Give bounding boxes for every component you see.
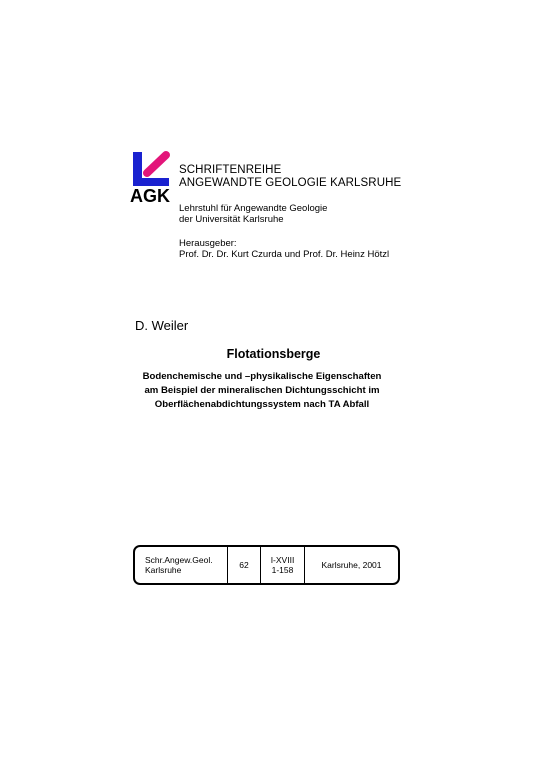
agk-logo-mark [130,150,175,190]
citation-journal-line-2: Karlsruhe [145,565,182,575]
citation-pages-line-2: 1-158 [271,565,294,575]
author-name: D. Weiler [135,318,189,333]
series-line-2: ANGEWANDTE GEOLOGIE KARLSRUHE [179,177,402,189]
citation-place-year [305,547,398,583]
citation-volume-value: 62 [239,560,249,570]
subtitle-line-2: am Beispiel der mineralischen Dichtungsschicht im [144,385,380,396]
citation-journal [135,547,228,583]
logo-bar-horizontal [133,178,169,186]
citation-pages [261,547,305,583]
series-line-1: SCHRIFTENREIHE [179,164,282,176]
editors-label: Herausgeber: [179,238,237,249]
logo-diagonal-stroke [147,155,166,173]
citation-pages-line-1: I-XVIII [270,555,295,565]
editors-info [179,238,389,260]
series-heading [179,164,401,190]
citation-place-year-value: Karlsruhe, 2001 [321,560,382,570]
citation-volume [228,547,261,583]
chair-info [179,203,327,225]
citation-box [133,545,400,585]
logo-text: AGK [130,186,170,206]
chair-line-2: der Universität Karlsruhe [179,214,284,225]
subtitle-line-3: Oberflächenabdichtungssystem nach TA Abfall [154,399,370,410]
editors-names: Prof. Dr. Dr. Kurt Czurda und Prof. Dr. Heinz Hötzl [179,249,390,260]
subtitle-line-1: Bodenchemische und –physikalische Eigenschaften [142,371,382,382]
document-subtitle [132,370,392,412]
document-title: Flotationsberge [226,347,321,361]
citation-journal-line-1: Schr.Angew.Geol. [145,555,213,565]
agk-logo [130,150,175,206]
chair-line-1: Lehrstuhl für Angewandte Geologie [179,203,328,214]
